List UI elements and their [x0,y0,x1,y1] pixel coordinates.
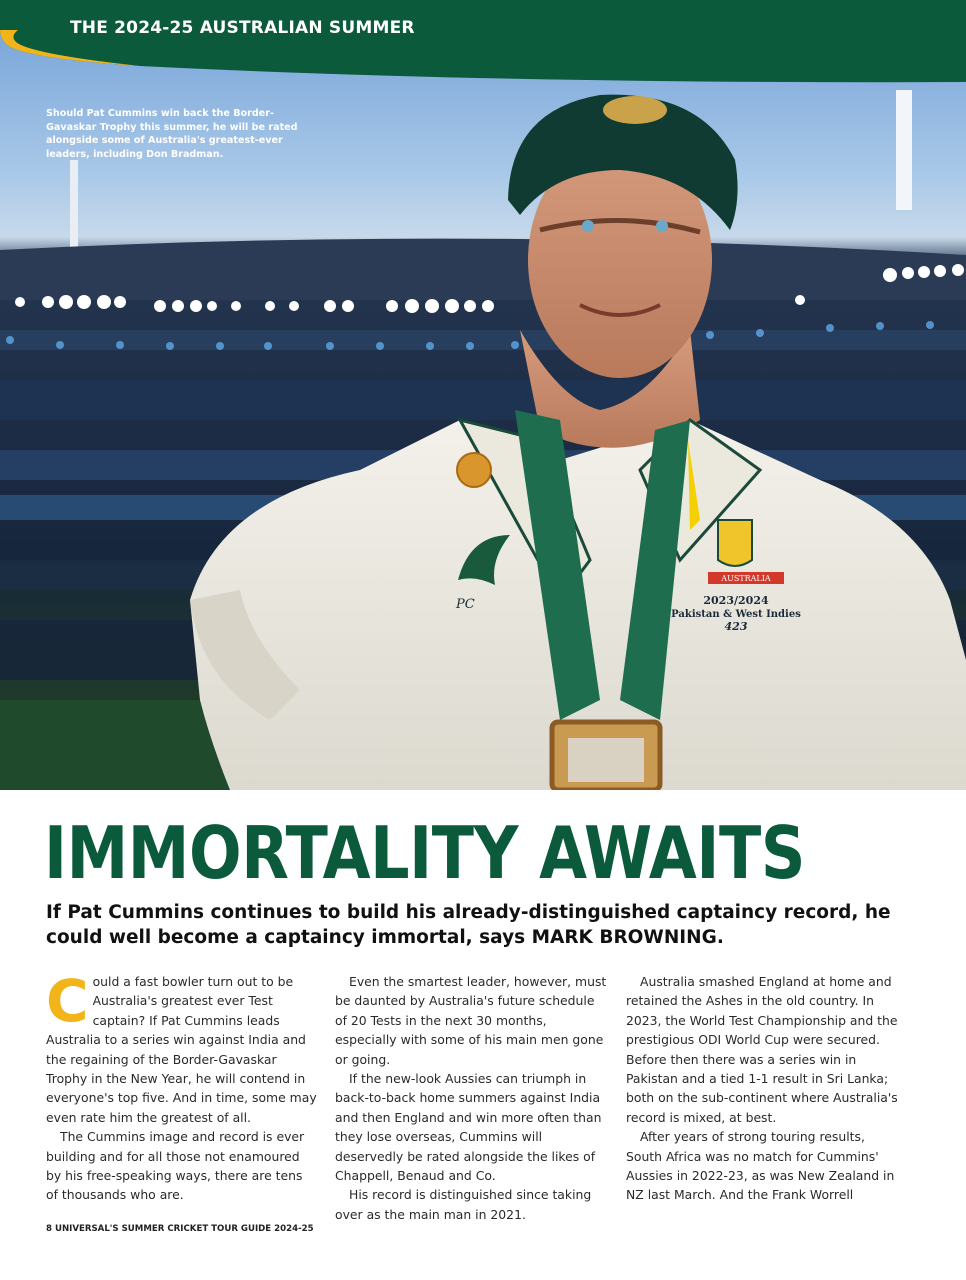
badge-banner-text: AUSTRALIA [721,574,771,583]
paragraph: After years of strong touring results, South Africa was no match for Cummins' Aussies in 2022-23, as was New Zealand in NZ last March. And the Frank Worrell [626,1129,895,1203]
paragraph-text: ould a fast bowler turn out to be Australia's greatest ever Test captain? If Pat Cummins leads Australia to a series win against India and the regaining of the Border-Gavaskar Trophy in the New Year, he will contend in everyone's top five. And in time, some may even rate him the greatest of all. [46,974,317,1125]
headline: IMMORTALITY AWAITS [44,811,806,895]
badge-number: 423 [724,620,748,633]
section-title: THE 2024-25 AUSTRALIAN SUMMER [70,18,415,38]
article-column-2 [335,972,607,1224]
badge-series: Pakistan & West Indies [671,609,801,620]
light-tower-left [70,160,78,250]
collar-pin [457,453,491,487]
stadium-roof [0,239,966,300]
photo-caption: Should Pat Cummins win back the Border-Gavaskar Trophy this summer, he will be rated alongside some of Australia's greatest-ever leaders, including Don Bradman. [46,108,298,160]
page-footer: 8 UNIVERSAL'S SUMMER CRICKET TOUR GUIDE 2024-25 [46,1224,314,1234]
badge-years: 2023/2024 [703,594,769,607]
light-tower-right [896,90,912,210]
standfirst: If Pat Cummins continues to build his already-distinguished captaincy record, he could well become a captaincy immortal, says MARK BROWNING. [46,902,891,948]
paragraph: If the new-look Aussies can triumph in back-to-back home summers against India and then England and win more often than they lose overseas, Cummins will deservedly be rated alongside the likes of Chappell, Benaud and Co. [335,1071,602,1184]
paragraph: Australia smashed England at home and retained the Ashes in the old country. In 2023, the World Test Championship and the prestigious ODI World Cup were secured. Before then there was a series win in Pakistan and a tied 1-1 result in Sri Lanka; both on the sub-continent where Australia's record is mixed, at best. [626,974,898,1125]
article-column-3 [626,972,898,1205]
paragraph: His record is distinguished since taking over as the main man in 2021. [335,1187,592,1222]
player-eye-left [582,220,594,232]
paragraph [46,967,318,1127]
medal-inset [568,738,644,782]
paragraph: Even the smartest leader, however, must be daunted by Australia's future schedule of 20 Tests in the next 30 months, especially with some of his main men gone or going. [335,974,607,1067]
drop-cap: C [46,967,89,1035]
article-column-1 [46,967,318,1205]
paragraph: The Cummins image and record is ever building and for all those not enamoured by his free-speaking ways, there are tens of thousands who are. [46,1129,305,1203]
banner-green [0,0,966,82]
section-banner [0,0,966,95]
coat-of-arms-icon [718,520,752,566]
player-eye-right [656,220,668,232]
shirt-initials: PC [456,597,475,612]
cap-crest [603,96,667,124]
